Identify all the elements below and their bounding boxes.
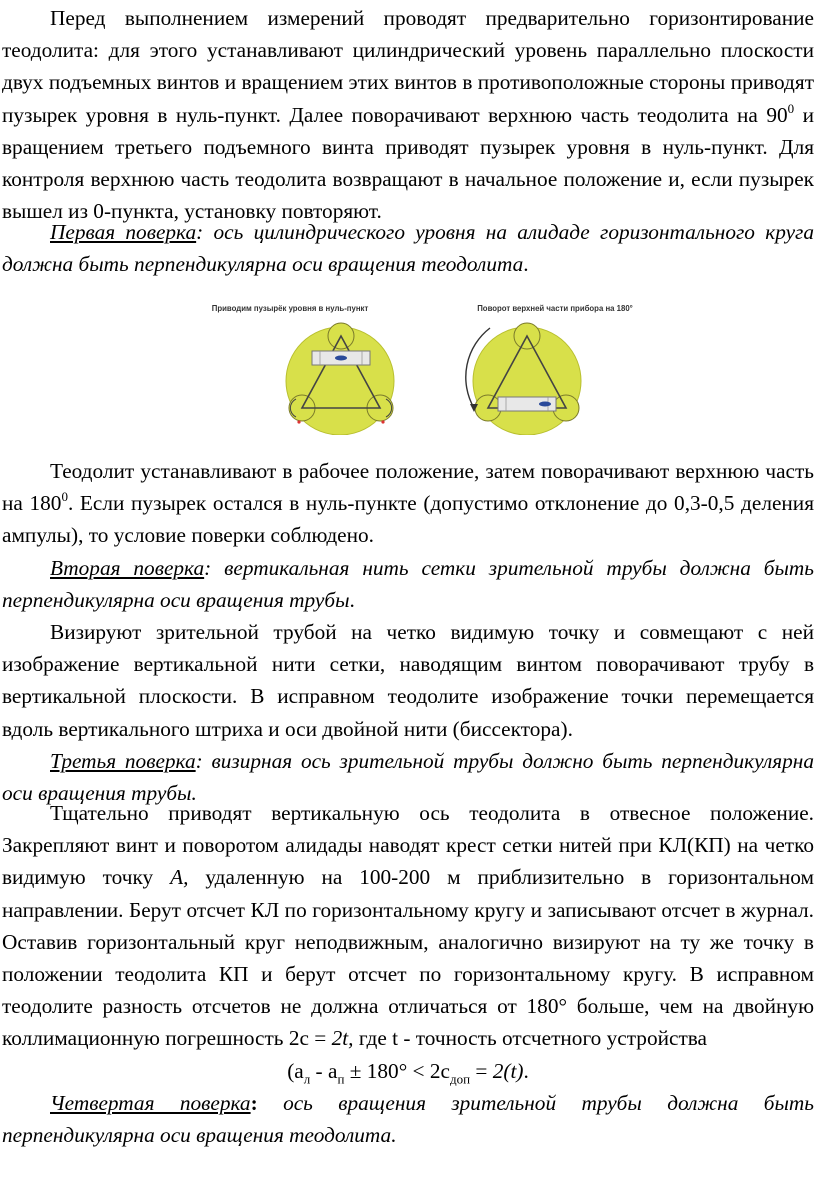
degree-sup-2: 0: [61, 489, 68, 505]
collimation-text-a: Тщательно приводят вертикальную ось теодолита в отвесное положение. Закрепляют винт и поворотом алидады наводят крест сетки нитей при КЛ(КП) на четко видимую точку: [2, 801, 814, 890]
leveling-paragraph: [2, 2, 814, 227]
formula-open: (а: [287, 1058, 304, 1083]
check4-title: Четвертая поверка: [50, 1090, 251, 1115]
formula-eq: =: [470, 1058, 493, 1083]
check4-paragraph: [2, 1087, 814, 1151]
caption-right: Поворот верхней части прибора на 180°: [477, 304, 633, 313]
check1-text: : ось цилиндрического уровня на алидаде горизонтального круга должна быть перпендикулярна оси вращения теодолита: [2, 220, 814, 277]
formula-sub-dop: доп: [449, 1070, 471, 1086]
check1-end: .: [523, 252, 529, 277]
formula-sub-l: л: [303, 1070, 311, 1086]
collimation-text-b: удаленную на 100-200 м приблизительно в горизонтальном направлении. Берут отсчет КЛ по горизонтальному кругу и записывают отсчет в журнал. Оставив горизонтальный круг неподвижным, аналогично визируют на ту же точку в положении теодолита КП и берут отсчет по горизонтальному кругу. В исправном теодолите разность отсчетов не должна отличаться от 180° больше, чем на двойную коллимационную погрешность 2с =: [2, 865, 814, 1051]
intro-block: [2, 2, 814, 227]
result-text-tail: . Если пузырек остался в нуль-пункте (допустимо отклонение до 0,3-0,5 деления ампулы), то условие поверки соблюдено.: [2, 491, 814, 548]
leveling-text: Перед выполнением измерений проводят предварительно горизонтирование теодолита: для этого устанавливают цилиндрический уровень параллельно плоскости двух подъемных винтов и вращением этих винтов в противоположные стороны приводят пузырек уровня в нуль-пункт. Далее поворачивают верхнюю часть теодолита на 90: [2, 6, 814, 127]
check2-title: Вторая поверка: [50, 555, 205, 580]
check-blocks-2-3: [2, 455, 814, 809]
caption-left: Приводим пузырёк уровня в нуль-пункт: [211, 304, 369, 313]
point-a-label: А,: [170, 865, 189, 890]
formula-rhs: 2(t): [492, 1058, 524, 1083]
formula-end: .: [523, 1058, 529, 1083]
check4-text: ось вращения зрительной трубы должна быть перпендикулярна оси вращения теодолита.: [2, 1090, 814, 1148]
formula-minus: - а: [310, 1058, 338, 1083]
leveling-text-tail: и вращением третьего подъемного винта приводят пузырек уровня в нуль-пункт. Для контроля верхнюю часть теодолита возвращают в начальное положение и, если пузырек вышел из 0-пункта, установку повторяют.: [2, 102, 814, 224]
check2-text: : вертикальная нить сетки зрительной трубы должна быть перпендикулярна оси вращения трубы: [2, 555, 815, 612]
check1-paragraph: [2, 216, 814, 280]
formula-sub-p: п: [337, 1070, 345, 1086]
formula: [2, 1055, 814, 1087]
check2-paragraph: [2, 552, 814, 616]
collimation-block: [2, 797, 814, 1151]
check2-end: .: [349, 587, 355, 612]
check4-colon: :: [250, 1090, 258, 1115]
check3-text: : визирная ось зрительной трубы должно быть перпендикулярна оси вращения трубы.: [2, 748, 815, 806]
figure-level-check: [200, 300, 660, 435]
theodolite-left: [286, 323, 394, 435]
figure-svg: [200, 300, 660, 435]
collimation-text-c: где t - точность отсчетного устройства: [353, 1026, 707, 1051]
result-text: Теодолит устанавливают в рабочее положение, затем поворачивают верхнюю часть на 180: [2, 459, 814, 516]
theodolite-right: [466, 323, 581, 435]
check1-title: Первая поверка: [50, 220, 197, 244]
formula-mid: ± 180° < 2с: [344, 1058, 450, 1083]
check3-title: Третья поверка: [50, 748, 196, 773]
degree-sup: 0: [787, 100, 795, 116]
check1-block: [2, 216, 814, 280]
collimation-paragraph: [2, 797, 814, 1055]
sighting-paragraph: Визируют зрительной трубой на четко видимую точку и совмещают с ней изображение вертикальной нити сетки, наводящим винтом поворачивают трубу в вертикальной плоскости. В исправном теодолите изображение точки перемещается вдоль вертикального штриха и оси двойной нити (биссектора).: [2, 620, 814, 741]
result-paragraph: [2, 455, 814, 552]
two-t-label: 2t,: [331, 1026, 354, 1051]
